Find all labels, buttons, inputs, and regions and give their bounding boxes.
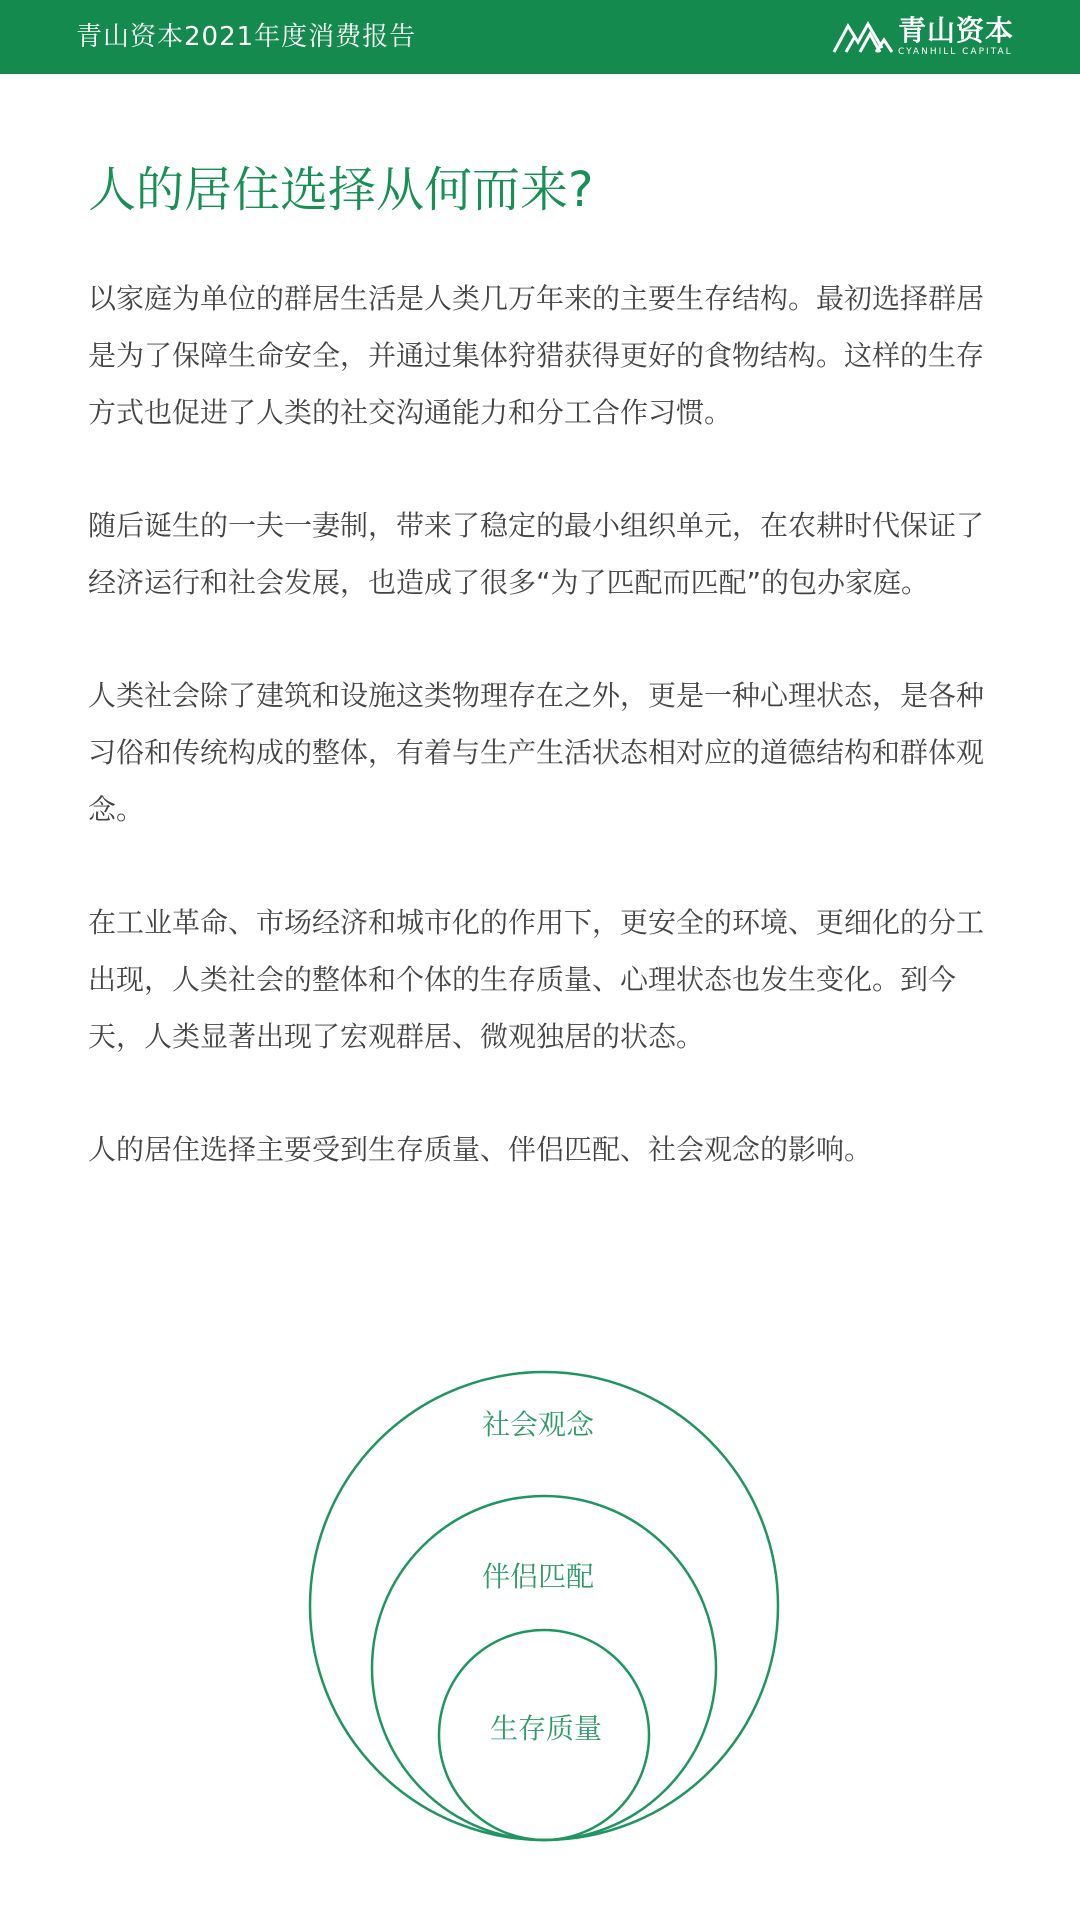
paragraph-4: 在工业革命、市场经济和城市化的作用下，更安全的环境、更细化的分工出现，人类社会的整体和个体的生存质量、心理状态也发生变化。到今天，人类显著出现了宏观群居、微观独居的状态。 — [88, 906, 985, 1053]
paragraph-5: 人的居住选择主要受到生存质量、伴侣匹配、社会观念的影响。 — [88, 1133, 873, 1166]
brand-name: 青山资本 — [898, 14, 1015, 47]
nested-circles-diagram — [0, 1350, 1080, 1850]
middle-label: 伴侣匹配 — [481, 1560, 595, 1593]
report-header — [0, 0, 1080, 74]
brand-logo — [832, 14, 1022, 60]
paragraph-1: 以家庭为单位的群居生活是人类几万年来的主要生存结构。最初选择群居是为了保障生命安全，并通过集体狩猎获得更好的食物结构。这样的生存方式也促进了人类的社交沟通能力和分工合作习惯。 — [88, 282, 985, 429]
paragraph-2: 随后诞生的一夫一妻制，带来了稳定的最小组织单元，在农耕时代保证了经济运行和社会发展，也造成了很多“为了匹配而匹配”的包办家庭。 — [88, 509, 985, 599]
inner-label: 生存质量 — [489, 1712, 603, 1745]
paragraph-3: 人类社会除了建筑和设施这类物理存在之外，更是一种心理状态，是各种习俗和传统构成的整体，有着与生产生活状态相对应的道德结构和群体观念。 — [88, 679, 985, 826]
report-title: 青山资本2021年度消费报告 — [76, 22, 417, 52]
brand-subtitle: CYANHILL CAPITAL — [898, 47, 1013, 57]
outer-circle — [310, 1372, 778, 1840]
article-body — [88, 270, 996, 1234]
mountain-peaks-icon — [832, 20, 894, 54]
section-heading: 人的居住选择从何而来? — [88, 162, 594, 218]
middle-circle — [372, 1496, 716, 1840]
outer-label: 社会观念 — [481, 1408, 595, 1441]
